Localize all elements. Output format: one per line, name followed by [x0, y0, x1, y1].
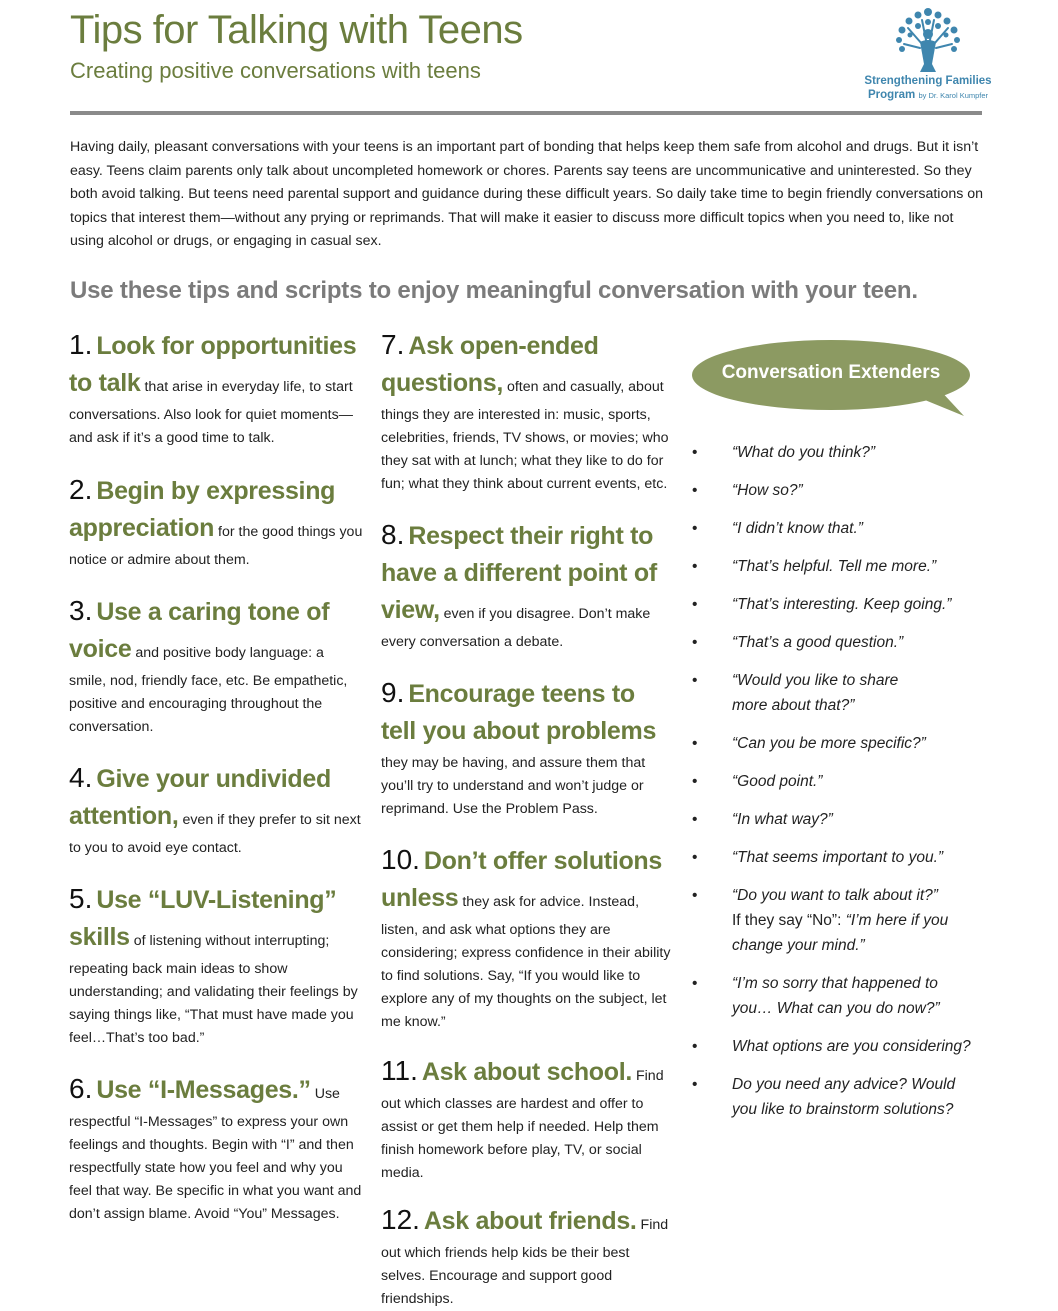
tip-body: Use respectful “I-Messages” to express your own feelings and thoughts. Begin with “I” and then respectfully state how you feel and why you feel that way. Be specific in what you want and don’t assign blame. Avoid “You” Messages. — [69, 1086, 362, 1222]
tip-2 — [69, 473, 363, 572]
tip-heading: Use “LUV-Listening” skills — [69, 886, 337, 951]
bullet-icon: • — [692, 634, 698, 651]
tip-body: they may be having, and assure them that you’ll try to understand and won’t judge or reprimand. Use the Problem Pass. — [381, 755, 646, 817]
tip-5 — [69, 882, 363, 1050]
bullet-icon: • — [692, 811, 698, 828]
tip-number: 3. — [69, 595, 93, 626]
bullet-icon: • — [692, 975, 698, 992]
bullet-icon: • — [692, 849, 698, 866]
extender-text: Do you need any advice? Would you like to brainstorm solutions? — [732, 1076, 956, 1118]
tip-heading: Don’t offer solutions unless — [381, 847, 663, 912]
extender-text: “In what way?” — [732, 811, 833, 828]
tip-body: of listening without interrupting; repeating back main ideas to show understanding; and validating their feelings by saying things like, “That must have made you feel…That’s too bad.” — [69, 933, 358, 1046]
tip-10 — [381, 843, 673, 1034]
tip-4 — [69, 761, 363, 860]
tip-12 — [381, 1203, 673, 1311]
tip-body: even if they prefer to sit next to you to avoid eye contact. — [69, 812, 361, 856]
list-item — [690, 1072, 990, 1122]
bullet-icon: • — [692, 672, 698, 689]
tip-heading: Give your undivided attention, — [69, 765, 331, 830]
tip-body: even if you disagree. Don’t make every conversation a debate. — [381, 606, 651, 650]
tip-1 — [69, 328, 363, 450]
extender-text: “How so?” — [732, 482, 803, 499]
bullet-icon: • — [692, 1076, 698, 1093]
tip-heading: Ask open-ended questions, — [381, 332, 599, 397]
bullet-icon: • — [692, 520, 698, 537]
list-item — [690, 516, 990, 541]
bullet-icon: • — [692, 887, 698, 904]
tip-body: Find out which friends help kids be their best selves. Encourage and support good friendships. — [381, 1217, 669, 1307]
tip-8 — [381, 518, 673, 654]
bullet-icon: • — [692, 735, 698, 752]
extender-text: “What do you think?” — [732, 444, 876, 461]
extender-text: “I didn’t know that.” — [732, 520, 863, 537]
page-title: Tips for Talking with Teens — [70, 8, 523, 52]
tip-number: 6. — [69, 1073, 93, 1104]
extender-text: “Can you be more specific?” — [732, 735, 926, 752]
tip-heading: Ask about school. — [421, 1058, 633, 1086]
list-item — [690, 440, 990, 465]
bullet-icon: • — [692, 558, 698, 575]
tip-body: for the good things you notice or admire about them. — [69, 524, 363, 568]
tips-column-left — [69, 328, 363, 1226]
extender-text: “Do you want to talk about it?” — [732, 887, 938, 904]
logo-text — [858, 74, 998, 103]
tip-number: 7. — [381, 329, 405, 360]
bullet-icon: • — [692, 482, 698, 499]
extender-text: What options are you considering? — [732, 1038, 971, 1055]
extender-text: “Good point.” — [732, 773, 823, 790]
extenders-title: Conversation Extenders — [721, 362, 941, 383]
tip-number: 12. — [381, 1204, 420, 1235]
bullet-icon: • — [692, 773, 698, 790]
tip-heading: Look for opportunities to talk — [69, 332, 357, 397]
tip-body: they ask for advice. Instead, listen, and ask what options they are considering; express confidence in their ability to find solutions. Say, “If you would like to explore any of my thoughts on the subject, let me know.” — [381, 894, 671, 1030]
tip-heading: Respect their right to have a different point of view, — [381, 522, 657, 624]
list-item — [690, 883, 990, 958]
list-item — [690, 554, 990, 579]
extender-text: “Would you like to share more about that?” — [732, 672, 899, 714]
tip-number: 9. — [381, 677, 405, 708]
list-item — [690, 845, 990, 870]
list-item — [690, 731, 990, 756]
list-item — [690, 1034, 990, 1059]
extender-text: “That seems important to you.” — [732, 849, 944, 866]
logo-program: Program — [867, 89, 916, 101]
tip-number: 4. — [69, 762, 93, 793]
tip-heading: Begin by expressing appreciation — [69, 477, 336, 542]
bullet-icon: • — [692, 596, 698, 613]
tip-9 — [381, 676, 673, 821]
tip-11 — [381, 1054, 673, 1185]
tip-number: 11. — [381, 1055, 418, 1086]
tip-7 — [381, 328, 673, 496]
logo-program-line — [858, 88, 998, 103]
extender-text: “I’m so sorry that happened to you… What can you do now?” — [732, 975, 940, 1017]
bullet-icon: • — [692, 1038, 698, 1055]
list-item — [690, 668, 990, 718]
tip-number: 2. — [69, 474, 93, 505]
extender-tail-text: “I’m here if you change your mind.” — [732, 912, 949, 954]
intro-paragraph: Having daily, pleasant conversations with your teens is an important part of bonding that helps keep them safe from alcohol and drugs. But it isn’t easy. Teens claim parents only talk about uncompleted homework or chores. Parents say teens are uncommunicative and uninterested. So they both avoid talking. But teens need parental support and guidance during these difficult years. So daily take time to begin friendly conversations on topics that interest them—without any prying or reprimands. That will make it easier to discuss more difficult topics when you need to, like not using alcohol or drugs, or engaging in casual sex. — [70, 139, 984, 249]
tip-heading: Use “I-Messages.” — [96, 1076, 311, 1104]
list-item — [690, 478, 990, 503]
tips-column-middle — [381, 328, 673, 1311]
extender-plain-text: If they say “No”: — [732, 912, 846, 929]
tip-number: 8. — [381, 519, 405, 550]
header-divider — [70, 111, 982, 115]
tip-6 — [69, 1072, 363, 1226]
logo-name: Strengthening Families — [864, 75, 992, 87]
tip-heading: Encourage teens to tell you about problems — [381, 680, 657, 745]
tip-number: 5. — [69, 883, 93, 914]
tip-body: Find out which classes are hardest and offer to assist or get them help if needed. Help them finish homework before play, TV, or social media. — [381, 1068, 664, 1181]
list-item — [690, 807, 990, 832]
tip-body: often and casually, about things they are interested in: music, sports, celebrities, friends, TV shows, or movies; who they sat with at lunch; what they like to do for fun; what they think about current events, etc. — [381, 379, 669, 492]
extender-text: “That’s a good question.” — [732, 634, 904, 651]
list-item — [690, 592, 990, 617]
tip-number: 10. — [381, 844, 420, 875]
bullet-icon: • — [692, 444, 698, 461]
logo-byline: by Dr. Karol Kumpfer — [918, 91, 989, 100]
extenders-list — [690, 440, 990, 1122]
tip-3 — [69, 594, 363, 739]
extender-text: “That’s interesting. Keep going.” — [732, 596, 952, 613]
tip-heading: Use a caring tone of voice — [69, 598, 330, 663]
extender-text: “That’s helpful. Tell me more.” — [732, 558, 937, 575]
tip-number: 1. — [69, 329, 93, 360]
tip-body: that arise in everyday life, to start conversations. Also look for quiet moments—and ask if it’s a good time to talk. — [69, 379, 353, 446]
list-item — [690, 971, 990, 1021]
tagline: Use these tips and scripts to enjoy meaningful conversation with your teen. — [70, 277, 918, 304]
list-item — [690, 630, 990, 655]
page-subtitle: Creating positive conversations with teens — [70, 58, 481, 83]
tip-body: and positive body language: a smile, nod, friendly face, etc. Be empathetic, positive and encouraging throughout the conversation. — [69, 645, 348, 735]
tip-heading: Ask about friends. — [423, 1207, 637, 1235]
list-item — [690, 769, 990, 794]
